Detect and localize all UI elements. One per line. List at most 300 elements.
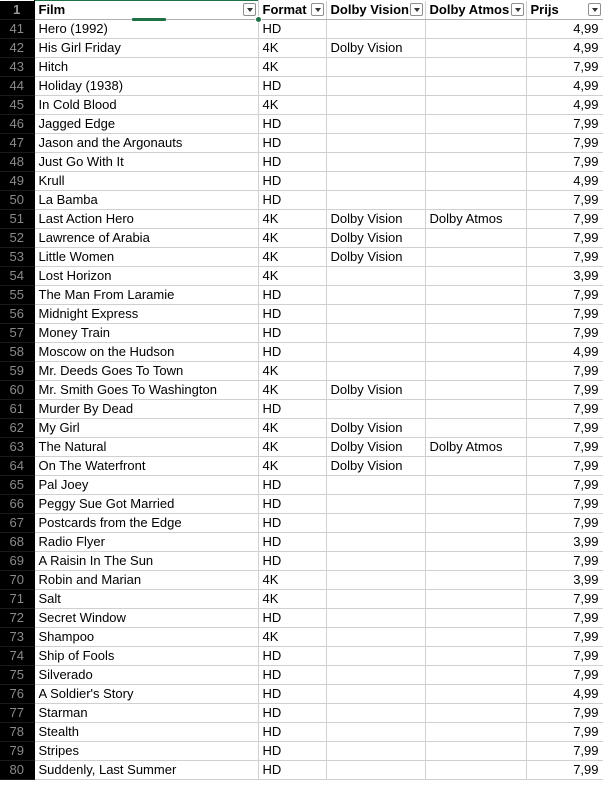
cell-format[interactable]: HD (258, 286, 326, 305)
row-number[interactable]: 69 (0, 552, 34, 571)
cell-format[interactable]: HD (258, 685, 326, 704)
cell-dolby-atmos[interactable] (425, 362, 526, 381)
row-number[interactable]: 70 (0, 571, 34, 590)
row-number[interactable]: 57 (0, 324, 34, 343)
cell-dolby-atmos[interactable] (425, 96, 526, 115)
table-row (0, 191, 603, 210)
table-row (0, 571, 603, 590)
cell-prijs[interactable]: 7,99 (526, 495, 603, 514)
cell-dolby-vision[interactable] (326, 476, 425, 495)
cell-format[interactable]: 4K (258, 457, 326, 476)
cell-prijs[interactable]: 4,99 (526, 39, 603, 58)
cell-prijs[interactable]: 7,99 (526, 286, 603, 305)
cell-dolby-atmos[interactable] (425, 571, 526, 590)
table-row (0, 723, 603, 742)
cell-format[interactable]: HD (258, 552, 326, 571)
column-header-label: Dolby Atmos (429, 1, 510, 17)
cell-prijs[interactable]: 7,99 (526, 324, 603, 343)
cell-format[interactable]: HD (258, 20, 326, 39)
cell-prijs[interactable]: 7,99 (526, 742, 603, 761)
table-row (0, 704, 603, 723)
cell-dolby-atmos[interactable] (425, 134, 526, 153)
cell-dolby-vision[interactable]: Dolby Vision (326, 39, 425, 58)
cell-dolby-vision[interactable]: Dolby Vision (326, 438, 425, 457)
table-row (0, 761, 603, 780)
table-row (0, 609, 603, 628)
table-row (0, 533, 603, 552)
cell-prijs[interactable]: 7,99 (526, 248, 603, 267)
cell-prijs[interactable]: 7,99 (526, 761, 603, 780)
cell-prijs[interactable]: 3,99 (526, 571, 603, 590)
cell-dolby-atmos[interactable] (425, 305, 526, 324)
cell-prijs[interactable]: 7,99 (526, 362, 603, 381)
cell-dolby-vision[interactable] (326, 362, 425, 381)
cell-dolby-vision[interactable]: Dolby Vision (326, 381, 425, 400)
row-number[interactable]: 45 (0, 96, 34, 115)
table-row (0, 229, 603, 248)
cell-dolby-vision[interactable] (326, 571, 425, 590)
cell-film[interactable]: Robin and Marian (34, 571, 258, 590)
row-number[interactable]: 53 (0, 248, 34, 267)
table-row (0, 362, 603, 381)
row-number[interactable]: 60 (0, 381, 34, 400)
row-number[interactable]: 64 (0, 457, 34, 476)
cell-dolby-vision[interactable] (326, 704, 425, 723)
cell-dolby-atmos[interactable] (425, 248, 526, 267)
row-number[interactable]: 73 (0, 628, 34, 647)
cell-dolby-vision[interactable] (326, 590, 425, 609)
cell-dolby-atmos[interactable] (425, 229, 526, 248)
selection-indicator (132, 18, 166, 21)
cell-dolby-atmos[interactable] (425, 343, 526, 362)
table-row (0, 20, 603, 39)
cell-dolby-atmos[interactable] (425, 742, 526, 761)
table-row (0, 286, 603, 305)
cell-format[interactable]: 4K (258, 381, 326, 400)
cell-dolby-vision[interactable] (326, 552, 425, 571)
cell-prijs[interactable]: 4,99 (526, 20, 603, 39)
header-row (0, 1, 603, 20)
row-number[interactable]: 44 (0, 77, 34, 96)
column-header-label: Prijs (530, 1, 559, 17)
cell-dolby-vision[interactable] (326, 723, 425, 742)
cell-prijs[interactable]: 4,99 (526, 172, 603, 191)
cell-film[interactable]: Lawrence of Arabia (34, 229, 258, 248)
cell-prijs[interactable]: 7,99 (526, 647, 603, 666)
table-row (0, 419, 603, 438)
table-row (0, 438, 603, 457)
cell-dolby-atmos[interactable] (425, 191, 526, 210)
cell-format[interactable]: HD (258, 172, 326, 191)
cell-dolby-vision[interactable]: Dolby Vision (326, 248, 425, 267)
filter-dropdown-icon[interactable] (243, 3, 256, 16)
cell-dolby-vision[interactable] (326, 742, 425, 761)
cell-prijs[interactable]: 7,99 (526, 476, 603, 495)
table-row (0, 457, 603, 476)
table-body (0, 20, 603, 780)
cell-film[interactable]: His Girl Friday (34, 39, 258, 58)
filter-dropdown-icon[interactable] (511, 3, 524, 16)
row-number[interactable]: 79 (0, 742, 34, 761)
table-row (0, 647, 603, 666)
cell-film[interactable]: Postcards from the Edge (34, 514, 258, 533)
cell-dolby-vision[interactable] (326, 115, 425, 134)
row-number[interactable]: 41 (0, 20, 34, 39)
cell-prijs[interactable]: 7,99 (526, 229, 603, 248)
cell-dolby-atmos[interactable] (425, 153, 526, 172)
table-row (0, 552, 603, 571)
cell-format[interactable]: HD (258, 400, 326, 419)
row-number[interactable]: 75 (0, 666, 34, 685)
cell-format[interactable]: 4K (258, 438, 326, 457)
cell-format[interactable]: HD (258, 704, 326, 723)
row-number[interactable]: 65 (0, 476, 34, 495)
table-row (0, 324, 603, 343)
row-number[interactable]: 80 (0, 761, 34, 780)
table-row (0, 267, 603, 286)
cell-dolby-atmos[interactable] (425, 419, 526, 438)
row-number[interactable]: 48 (0, 153, 34, 172)
cell-prijs[interactable]: 7,99 (526, 723, 603, 742)
cell-film[interactable]: Jason and the Argonauts (34, 134, 258, 153)
cell-film[interactable]: A Soldier's Story (34, 685, 258, 704)
cell-format[interactable]: HD (258, 324, 326, 343)
cell-dolby-vision[interactable] (326, 267, 425, 286)
table-row (0, 514, 603, 533)
cell-prijs[interactable]: 7,99 (526, 134, 603, 153)
cell-dolby-atmos[interactable]: Dolby Atmos (425, 210, 526, 229)
cell-format[interactable]: HD (258, 153, 326, 172)
cell-dolby-vision[interactable] (326, 495, 425, 514)
column-header-dolby-vision[interactable] (326, 1, 425, 20)
table-row (0, 77, 603, 96)
cell-format[interactable]: HD (258, 723, 326, 742)
cell-film[interactable]: Mr. Deeds Goes To Town (34, 362, 258, 381)
cell-film[interactable]: Money Train (34, 324, 258, 343)
cell-film[interactable]: A Raisin In The Sun (34, 552, 258, 571)
cell-prijs[interactable]: 3,99 (526, 533, 603, 552)
cell-prijs[interactable]: 7,99 (526, 419, 603, 438)
filter-dropdown-icon[interactable] (410, 3, 423, 16)
row-number[interactable]: 77 (0, 704, 34, 723)
cell-dolby-atmos[interactable] (425, 286, 526, 305)
cell-film[interactable]: Ship of Fools (34, 647, 258, 666)
row-number[interactable]: 59 (0, 362, 34, 381)
cell-film[interactable]: Lost Horizon (34, 267, 258, 286)
cell-format[interactable]: HD (258, 134, 326, 153)
cell-prijs[interactable]: 7,99 (526, 438, 603, 457)
cell-film[interactable]: Just Go With It (34, 153, 258, 172)
cell-film[interactable]: Suddenly, Last Summer (34, 761, 258, 780)
cell-prijs[interactable]: 7,99 (526, 191, 603, 210)
row-number[interactable]: 56 (0, 305, 34, 324)
cell-format[interactable]: 4K (258, 628, 326, 647)
cell-film[interactable]: Starman (34, 704, 258, 723)
cell-prijs[interactable]: 7,99 (526, 115, 603, 134)
row-number[interactable]: 51 (0, 210, 34, 229)
cell-dolby-atmos[interactable] (425, 647, 526, 666)
row-number[interactable]: 42 (0, 39, 34, 58)
cell-prijs[interactable]: 7,99 (526, 210, 603, 229)
cell-dolby-atmos[interactable] (425, 58, 526, 77)
row-number[interactable]: 49 (0, 172, 34, 191)
cell-dolby-vision[interactable] (326, 172, 425, 191)
cell-film[interactable]: Silverado (34, 666, 258, 685)
cell-dolby-atmos[interactable] (425, 685, 526, 704)
cell-prijs[interactable]: 7,99 (526, 590, 603, 609)
column-header-format[interactable] (258, 1, 326, 20)
row-number[interactable]: 52 (0, 229, 34, 248)
cell-film[interactable]: Jagged Edge (34, 115, 258, 134)
cell-dolby-vision[interactable] (326, 20, 425, 39)
cell-dolby-atmos[interactable] (425, 533, 526, 552)
cell-film[interactable]: On The Waterfront (34, 457, 258, 476)
cell-dolby-vision[interactable] (326, 134, 425, 153)
cell-format[interactable]: 4K (258, 39, 326, 58)
cell-dolby-vision[interactable] (326, 305, 425, 324)
table-row (0, 305, 603, 324)
cell-film[interactable]: Krull (34, 172, 258, 191)
row-number[interactable]: 63 (0, 438, 34, 457)
table-row (0, 590, 603, 609)
cell-prijs[interactable]: 7,99 (526, 552, 603, 571)
cell-dolby-vision[interactable] (326, 400, 425, 419)
cell-format[interactable]: 4K (258, 210, 326, 229)
cell-dolby-vision[interactable] (326, 286, 425, 305)
cell-prijs[interactable]: 7,99 (526, 457, 603, 476)
row-number[interactable]: 66 (0, 495, 34, 514)
cell-format[interactable]: HD (258, 609, 326, 628)
cell-prijs[interactable]: 7,99 (526, 400, 603, 419)
cell-dolby-vision[interactable] (326, 609, 425, 628)
cell-dolby-vision[interactable] (326, 153, 425, 172)
cell-prijs[interactable]: 4,99 (526, 96, 603, 115)
cell-dolby-vision[interactable] (326, 96, 425, 115)
row-number[interactable]: 68 (0, 533, 34, 552)
cell-dolby-atmos[interactable] (425, 39, 526, 58)
column-header-label: Film (38, 2, 66, 17)
cell-format[interactable]: 4K (258, 58, 326, 77)
cell-film[interactable]: Pal Joey (34, 476, 258, 495)
cell-prijs[interactable]: 4,99 (526, 685, 603, 704)
cell-film[interactable]: My Girl (34, 419, 258, 438)
cell-film[interactable]: Moscow on the Hudson (34, 343, 258, 362)
cell-dolby-atmos[interactable] (425, 267, 526, 286)
column-header-film[interactable] (34, 1, 258, 20)
filter-dropdown-icon[interactable] (311, 3, 324, 16)
row-number[interactable]: 67 (0, 514, 34, 533)
cell-prijs[interactable]: 7,99 (526, 153, 603, 172)
cell-film[interactable]: Mr. Smith Goes To Washington (34, 381, 258, 400)
cell-dolby-atmos[interactable] (425, 172, 526, 191)
cell-format[interactable]: HD (258, 305, 326, 324)
cell-format[interactable]: HD (258, 666, 326, 685)
cell-dolby-atmos[interactable] (425, 476, 526, 495)
cell-dolby-vision[interactable] (326, 514, 425, 533)
row-number[interactable]: 72 (0, 609, 34, 628)
cell-film[interactable]: Radio Flyer (34, 533, 258, 552)
cell-prijs[interactable]: 7,99 (526, 628, 603, 647)
table-row (0, 210, 603, 229)
table-row (0, 666, 603, 685)
column-header-dolby-atmos[interactable] (425, 1, 526, 20)
cell-dolby-vision[interactable] (326, 58, 425, 77)
cell-prijs[interactable]: 3,99 (526, 267, 603, 286)
cell-prijs[interactable]: 7,99 (526, 704, 603, 723)
cell-prijs[interactable]: 7,99 (526, 305, 603, 324)
cell-format[interactable]: HD (258, 191, 326, 210)
cell-film[interactable]: Shampoo (34, 628, 258, 647)
cell-dolby-atmos[interactable] (425, 552, 526, 571)
cell-film[interactable]: In Cold Blood (34, 96, 258, 115)
row-number[interactable]: 50 (0, 191, 34, 210)
cell-film[interactable]: Little Women (34, 248, 258, 267)
table-row (0, 400, 603, 419)
cell-dolby-atmos[interactable] (425, 723, 526, 742)
selection-fill-handle[interactable] (255, 16, 262, 23)
cell-dolby-atmos[interactable] (425, 324, 526, 343)
cell-dolby-vision[interactable] (326, 685, 425, 704)
row-number[interactable]: 58 (0, 343, 34, 362)
row-number[interactable]: 43 (0, 58, 34, 77)
cell-format[interactable]: HD (258, 761, 326, 780)
table-row (0, 742, 603, 761)
row-number[interactable]: 61 (0, 400, 34, 419)
cell-dolby-atmos[interactable] (425, 761, 526, 780)
cell-film[interactable]: Hero (1992) (34, 20, 258, 39)
cell-dolby-atmos[interactable] (425, 77, 526, 96)
table-row (0, 134, 603, 153)
cell-format[interactable]: HD (258, 495, 326, 514)
cell-dolby-vision[interactable] (326, 666, 425, 685)
cell-dolby-vision[interactable] (326, 77, 425, 96)
cell-prijs[interactable]: 4,99 (526, 77, 603, 96)
table-row (0, 343, 603, 362)
cell-format[interactable]: HD (258, 343, 326, 362)
cell-dolby-atmos[interactable] (425, 590, 526, 609)
cell-film[interactable]: Holiday (1938) (34, 77, 258, 96)
cell-dolby-vision[interactable] (326, 324, 425, 343)
cell-dolby-atmos[interactable]: Dolby Atmos (425, 438, 526, 457)
cell-format[interactable]: 4K (258, 590, 326, 609)
table-row (0, 58, 603, 77)
cell-dolby-atmos[interactable] (425, 20, 526, 39)
cell-dolby-vision[interactable] (326, 761, 425, 780)
cell-dolby-atmos[interactable] (425, 666, 526, 685)
cell-film[interactable]: Peggy Sue Got Married (34, 495, 258, 514)
cell-dolby-atmos[interactable] (425, 400, 526, 419)
cell-dolby-vision[interactable] (326, 628, 425, 647)
table-row (0, 628, 603, 647)
table-row (0, 476, 603, 495)
cell-format[interactable]: 4K (258, 419, 326, 438)
cell-dolby-vision[interactable] (326, 533, 425, 552)
row-number[interactable]: 47 (0, 134, 34, 153)
cell-film[interactable]: Murder By Dead (34, 400, 258, 419)
cell-dolby-atmos[interactable] (425, 628, 526, 647)
row-number[interactable]: 55 (0, 286, 34, 305)
row-number[interactable]: 76 (0, 685, 34, 704)
cell-dolby-vision[interactable]: Dolby Vision (326, 419, 425, 438)
column-header-label: Dolby Vision (330, 1, 409, 17)
cell-dolby-atmos[interactable] (425, 381, 526, 400)
cell-dolby-atmos[interactable] (425, 514, 526, 533)
table-row (0, 172, 603, 191)
cell-dolby-atmos[interactable] (425, 704, 526, 723)
row-number[interactable]: 1 (0, 1, 34, 20)
cell-format[interactable]: 4K (258, 229, 326, 248)
cell-format[interactable]: HD (258, 476, 326, 495)
table-row (0, 381, 603, 400)
cell-format[interactable]: HD (258, 115, 326, 134)
table-row (0, 685, 603, 704)
table-row (0, 39, 603, 58)
cell-dolby-atmos[interactable] (425, 495, 526, 514)
cell-prijs[interactable]: 7,99 (526, 514, 603, 533)
cell-format[interactable]: 4K (258, 96, 326, 115)
cell-film[interactable]: Hitch (34, 58, 258, 77)
cell-film[interactable]: Stealth (34, 723, 258, 742)
cell-dolby-vision[interactable]: Dolby Vision (326, 229, 425, 248)
cell-format[interactable]: HD (258, 533, 326, 552)
cell-dolby-vision[interactable] (326, 343, 425, 362)
table-row (0, 248, 603, 267)
cell-dolby-vision[interactable]: Dolby Vision (326, 210, 425, 229)
filter-dropdown-icon[interactable] (588, 3, 601, 16)
cell-dolby-atmos[interactable] (425, 457, 526, 476)
cell-film[interactable]: La Bamba (34, 191, 258, 210)
cell-film[interactable]: Salt (34, 590, 258, 609)
cell-prijs[interactable]: 7,99 (526, 58, 603, 77)
cell-format[interactable]: HD (258, 514, 326, 533)
table-row (0, 115, 603, 134)
row-number[interactable]: 74 (0, 647, 34, 666)
cell-dolby-atmos[interactable] (425, 609, 526, 628)
cell-format[interactable]: HD (258, 647, 326, 666)
row-number[interactable]: 62 (0, 419, 34, 438)
cell-film[interactable]: Midnight Express (34, 305, 258, 324)
cell-prijs[interactable]: 7,99 (526, 381, 603, 400)
cell-film[interactable]: Secret Window (34, 609, 258, 628)
row-number[interactable]: 78 (0, 723, 34, 742)
cell-format[interactable]: 4K (258, 248, 326, 267)
cell-film[interactable]: The Man From Laramie (34, 286, 258, 305)
cell-format[interactable]: 4K (258, 267, 326, 286)
column-header-prijs[interactable] (526, 1, 603, 20)
cell-film[interactable]: The Natural (34, 438, 258, 457)
table-row (0, 495, 603, 514)
cell-prijs[interactable]: 4,99 (526, 343, 603, 362)
cell-dolby-atmos[interactable] (425, 115, 526, 134)
row-number[interactable]: 71 (0, 590, 34, 609)
cell-prijs[interactable]: 7,99 (526, 609, 603, 628)
column-header-label: Format (262, 1, 307, 17)
table-row (0, 153, 603, 172)
cell-format[interactable]: 4K (258, 362, 326, 381)
table-row (0, 96, 603, 115)
cell-format[interactable]: HD (258, 742, 326, 761)
cell-format[interactable]: 4K (258, 571, 326, 590)
cell-film[interactable]: Stripes (34, 742, 258, 761)
cell-film[interactable]: Last Action Hero (34, 210, 258, 229)
cell-dolby-vision[interactable] (326, 191, 425, 210)
row-number[interactable]: 46 (0, 115, 34, 134)
cell-dolby-vision[interactable] (326, 647, 425, 666)
cell-dolby-vision[interactable]: Dolby Vision (326, 457, 425, 476)
cell-prijs[interactable]: 7,99 (526, 666, 603, 685)
cell-format[interactable]: HD (258, 77, 326, 96)
row-number[interactable]: 54 (0, 267, 34, 286)
